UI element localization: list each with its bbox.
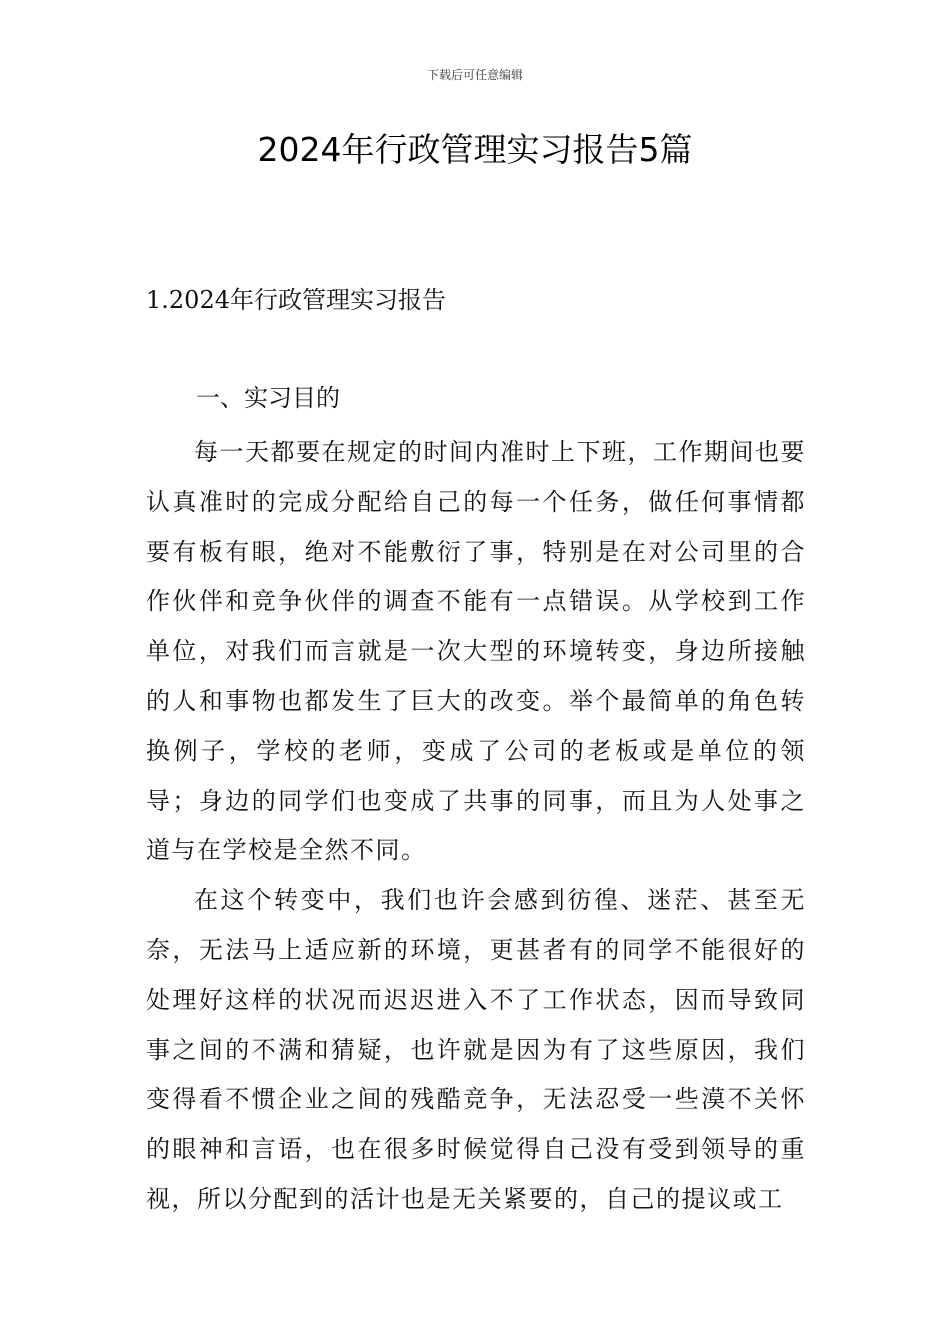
document-title: 2024年行政管理实习报告5篇 xyxy=(257,130,693,169)
sub-heading: 一、实习目的 xyxy=(196,384,340,412)
paragraph: 每一天都要在规定的时间内准时上下班，工作期间也要认真准时的完成分配给自己的每一个任务，做任何事情都要有板有眼，绝对不能敷衍了事，特别是在对公司里的合作伙伴和竞争伙伴的调查不能有一点错误。从学校到工作单位，对我们而言就是一次大型的环境转变，身边所接触的人和事物也都发生了巨大的改变。举个最简单的角色转换例子，学校的老师，变成了公司的老板或是单位的领导；身边的同学们也变成了共事的同事，而且为人处事之道与在学校是全然不同。 xyxy=(146,438,806,865)
section-title: 1.2024年行政管理实习报告 xyxy=(146,286,446,314)
body-text xyxy=(146,428,806,1225)
paragraph: 在这个转变中，我们也许会感到彷徨、迷茫、甚至无奈，无法马上适应新的环境，更甚者有的同学不能很好的处理好这样的状况而迟迟进入不了工作状态，因而导致同事之间的不满和猜疑，也许就是因为有了这些原因，我们变得看不惯企业之间的残酷竞争，无法忍受一些漠不关怀的眼神和言语，也在很多时候觉得自己没有受到领导的重视，所以分配到的活计也是无关紧要的，自己的提议或工 xyxy=(146,886,806,1213)
header-note: 下载后可任意编辑 xyxy=(426,68,523,82)
